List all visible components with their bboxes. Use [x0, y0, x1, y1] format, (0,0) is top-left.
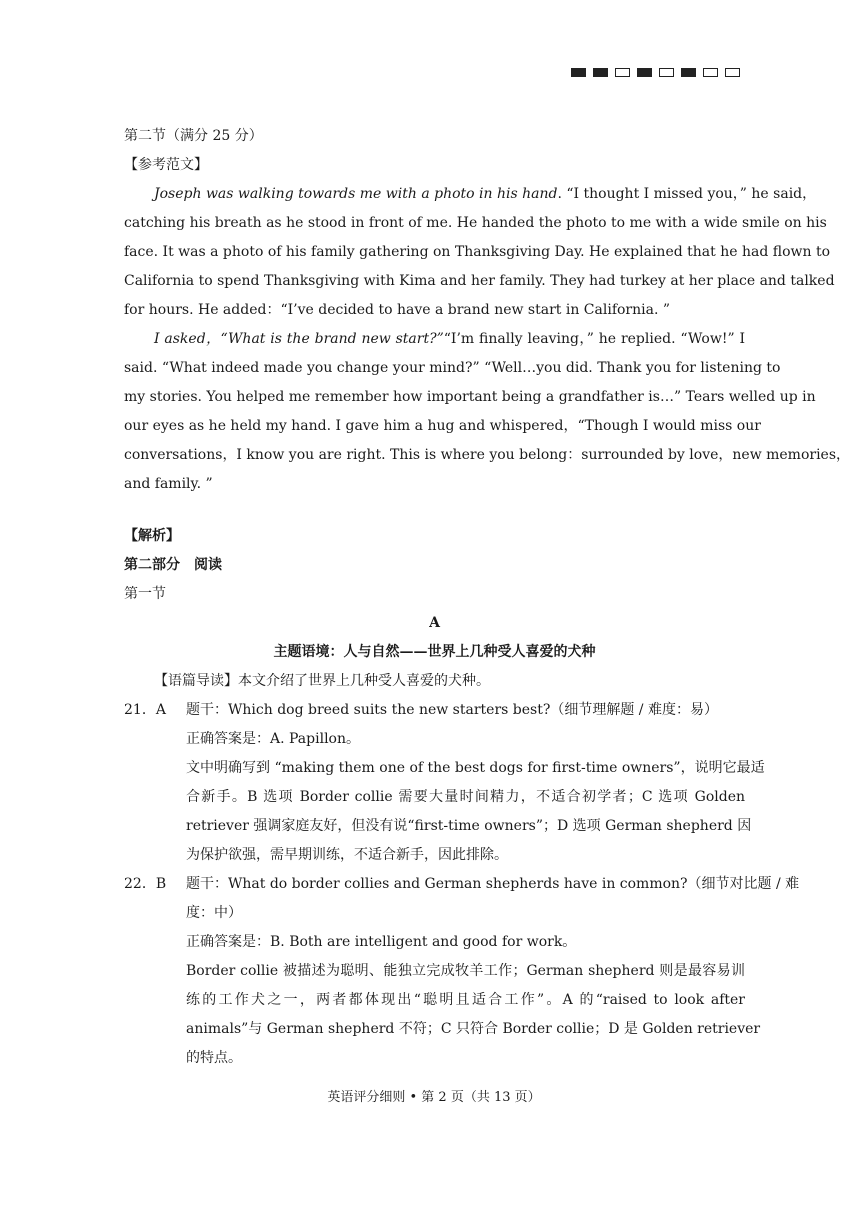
essay-line: catching his breath as he stood in front of me. He handed the photo to me with a wide smile on his: [124, 215, 827, 231]
essay-line: conversations，I know you are right. This is where you belong：surrounded by love，new memories，: [124, 447, 851, 463]
question-stem: 题干：Which dog breed suits the new starters best?（细节理解题 / 难度：易）: [186, 702, 718, 718]
essay-line: and family. ”: [124, 476, 213, 492]
marker-block: [681, 68, 696, 77]
question-number: 21．A: [124, 702, 166, 718]
marker-block: [703, 68, 718, 77]
reference-essay-paragraph-1: [124, 180, 835, 325]
explanation-line: retriever 强调家庭友好，但没有说“first-time owners”；D 选项 German shepherd 因: [186, 818, 752, 834]
explanation-line: 合新手。B 选项 Border collie 需要大量时间精力，不适合初学者；C 选项 Golden: [186, 789, 745, 805]
reference-essay-label: 【参考范文】: [124, 157, 208, 173]
marker-block: [571, 68, 586, 77]
explanation-line: animals”与 German shepherd 不符；C 只符合 Border collie；D 是 Golden retriever: [186, 1021, 761, 1037]
essay-line: California to spend Thanksgiving with Kima and her family. They had turkey at her place and talked: [124, 273, 835, 289]
essay-line: said. “What indeed made you change your mind?” “Well…you did. Thank you for listening to: [124, 360, 781, 376]
reference-essay-paragraph-2: [124, 325, 851, 499]
essay-italic-text: Joseph was walking towards me with a photo in his hand: [154, 186, 558, 202]
explanation-line: 文中明确写到 “making them one of the best dogs for first-time owners”，说明它最适: [186, 760, 765, 776]
essay-text: . “I thought I missed you，” he said，: [557, 186, 817, 202]
explanation-line: 为保护欲强，需早期训练，不适合新手，因此排除。: [186, 847, 508, 863]
essay-italic-text: I asked，“What is the brand new start?”: [154, 331, 444, 347]
essay-line: face. It was a photo of his family gathering on Thanksgiving Day. He explained that he had flown to: [124, 244, 831, 260]
page-marker-strip: [571, 68, 740, 77]
spacer: [124, 499, 745, 522]
essay-line: my stories. You helped me remember how important being a grandfather is…” Tears welled up in: [124, 389, 816, 405]
explanation-line: 练的工作犬之一，两者都体现出“聪明且适合工作”。A 的“raised to look after: [186, 992, 745, 1008]
analysis-label: 【解析】: [124, 528, 180, 544]
essay-line: [124, 180, 817, 209]
marker-block: [725, 68, 740, 77]
question-22: [124, 870, 800, 1073]
marker-block: [659, 68, 674, 77]
passage-guide: 【语篇导读】本文介绍了世界上几种受人喜爱的犬种。: [154, 673, 490, 689]
question-stem-line: 度：中）: [186, 905, 242, 921]
question-stem: 题干：What do border collies and German shepherds have in common?（细节对比题 / 难: [186, 876, 800, 892]
essay-line: [124, 325, 745, 354]
marker-block: [615, 68, 630, 77]
question-stem-line: [124, 870, 800, 899]
marker-block: [637, 68, 652, 77]
correct-answer: 正确答案是：A. Papillon。: [186, 731, 360, 747]
theme-context: 主题语境：人与自然——世界上几种受人喜爱的犬种: [273, 644, 596, 660]
explanation-line: 的特点。: [186, 1050, 242, 1066]
essay-text: “I’m finally leaving，” he replied. “Wow!” I: [443, 331, 745, 347]
question-number: 22．B: [124, 876, 167, 892]
part-title: 第二部分 阅读: [124, 557, 222, 573]
section-title: 第一节: [124, 586, 166, 602]
question-21: [124, 696, 765, 870]
document-body: [124, 122, 851, 1073]
correct-answer: 正确答案是：B. Both are intelligent and good for work。: [186, 934, 577, 950]
essay-line: for hours. He added：“I’ve decided to have a brand new start in California. ”: [124, 302, 671, 318]
passage-letter: A: [429, 615, 440, 631]
essay-line: our eyes as he held my hand. I gave him a hug and whispered，“Though I would miss our: [124, 418, 761, 434]
explanation-line: Border collie 被描述为聪明、能独立完成牧羊工作；German shepherd 则是最容易训: [186, 963, 745, 979]
question-stem-line: [124, 696, 745, 725]
section-heading: 第二节（满分 25 分）: [124, 128, 263, 144]
marker-block: [593, 68, 608, 77]
page-footer: 英语评分细则 • 第 2 页（共 13 页）: [327, 1090, 541, 1105]
